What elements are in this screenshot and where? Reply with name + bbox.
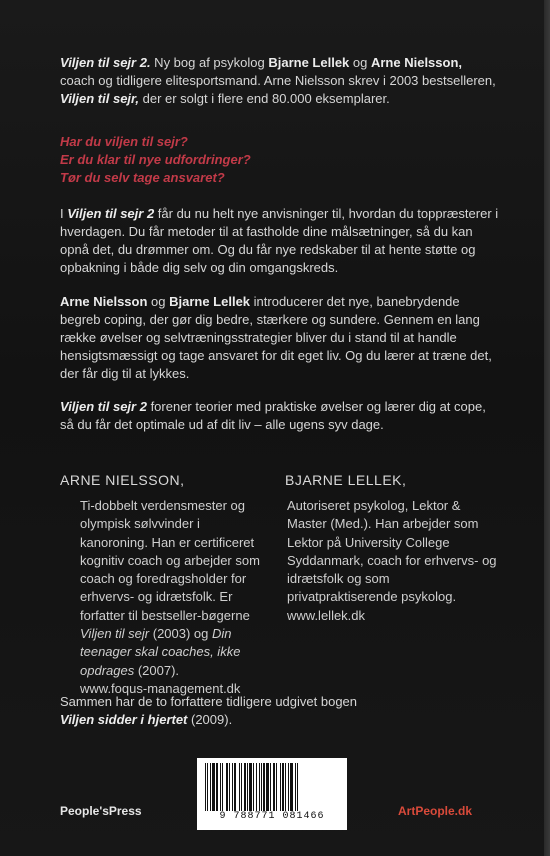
para2-author-1: Arne Nielsson bbox=[60, 294, 148, 309]
together-book-title: Viljen sidder i hjertet bbox=[60, 712, 188, 727]
isbn-barcode bbox=[197, 758, 347, 830]
artpeople-logo: ArtPeople.dk bbox=[398, 804, 473, 818]
isbn-number: 9 788771 081466 bbox=[219, 811, 325, 822]
intro-title: Viljen til sejr 2. bbox=[60, 55, 151, 70]
question-2: Er du klar til nye udfordringer? bbox=[60, 152, 251, 167]
bio-right-text bbox=[287, 497, 502, 625]
para1-text-2: får du nu helt nye anvisninger til, hvordan du toppræsterer i hverdagen. Du får metoder til at fastholde dine målsætninger, så du kan opnå det, du drømmer om. Og du får nye redskaber til at hente støtte og opbakning i både dig selv og din omgangskreds. bbox=[60, 206, 499, 275]
bio-left-book-1: Viljen til sejr bbox=[80, 626, 150, 642]
para1-book-title: Viljen til sejr 2 bbox=[67, 206, 155, 221]
para3-text: forener teorier med praktiske øvelser og lærer dig at cope, så du får det optimale ud af dit liv – alle ugens syv dage. bbox=[60, 399, 486, 432]
paragraph-2 bbox=[60, 293, 500, 383]
bio-left-text-3: (2007). bbox=[134, 662, 180, 678]
intro-paragraph bbox=[60, 54, 500, 108]
bio-left-book-2: Din teenager skal coaches, ikke opdrages bbox=[80, 626, 241, 678]
publisher-logo: People'sPress bbox=[60, 804, 142, 818]
bio-right-url: www.lellek.dk bbox=[287, 607, 366, 623]
para2-author-2: Bjarne Lellek bbox=[169, 294, 251, 309]
barcode-bars bbox=[205, 763, 339, 811]
intro-author-2: Arne Nielsson, bbox=[370, 55, 463, 70]
para1-text-1: I bbox=[60, 206, 68, 221]
bio-right-name: BJARNE LELLEK, bbox=[285, 472, 407, 488]
question-3: Tør du selv tage ansvaret? bbox=[60, 170, 225, 185]
bio-left-name: ARNE NIELSSON, bbox=[60, 472, 185, 488]
intro-text-2: og bbox=[349, 55, 371, 70]
paragraph-1 bbox=[60, 205, 500, 277]
para2-text-1: og bbox=[147, 294, 170, 309]
bio-left-text-2: (2003) og bbox=[149, 626, 212, 642]
para3-book-title: Viljen til sejr 2 bbox=[60, 399, 147, 414]
intro-text-4: der er solgt i flere end 80.000 eksemplarer. bbox=[139, 91, 390, 106]
bio-left-url: www.foqus-management.dk bbox=[80, 680, 241, 696]
bio-right-text-1: Autoriseret psykolog, Lektor & Master (Med.). Han arbejder som Lektor på University College Syddanmark, coach for erhvervs- og idrætsfolk og som privatpraktiserende psykolog. bbox=[287, 498, 497, 605]
together-text-2: (2009). bbox=[187, 712, 233, 727]
intro-book-title: Viljen til sejr, bbox=[60, 91, 139, 106]
bio-left-text-1: Ti-dobbelt verdensmester og olympisk sølvvinder i kanoroning. Han er certificeret kognitiv coach og arbejder som coach og foredragsholder for erhvervs- og idrætsfolk. Er forfatter til bestseller-bøgerne bbox=[80, 498, 260, 623]
together-paragraph bbox=[60, 693, 500, 729]
cover-edge bbox=[544, 0, 550, 856]
paragraph-3 bbox=[60, 398, 500, 434]
intro-author-1: Bjarne Lellek bbox=[268, 55, 350, 70]
para2-text-2: introducerer det nye, banebrydende begreb coping, der gør dig bedre, stærkere og sundere. Gennem en lang række øvelser og selvtræningsstrategier bliver du i stand til at handle hensigtsmæssigt og tage ansvaret for dit eget liv. Og du lærer at træne det, der får dig til at lykkes. bbox=[60, 294, 492, 381]
questions-block bbox=[60, 133, 500, 187]
intro-text-3: coach og tidligere elitesportsmand. Arne Nielsson skrev i 2003 bestselleren, bbox=[60, 73, 496, 88]
together-text-1: Sammen har de to forfattere tidligere udgivet bogen bbox=[60, 694, 358, 709]
bio-left-text bbox=[80, 497, 270, 698]
question-1: Har du viljen til sejr? bbox=[60, 134, 188, 149]
intro-text-1: Ny bog af psykolog bbox=[150, 55, 269, 70]
